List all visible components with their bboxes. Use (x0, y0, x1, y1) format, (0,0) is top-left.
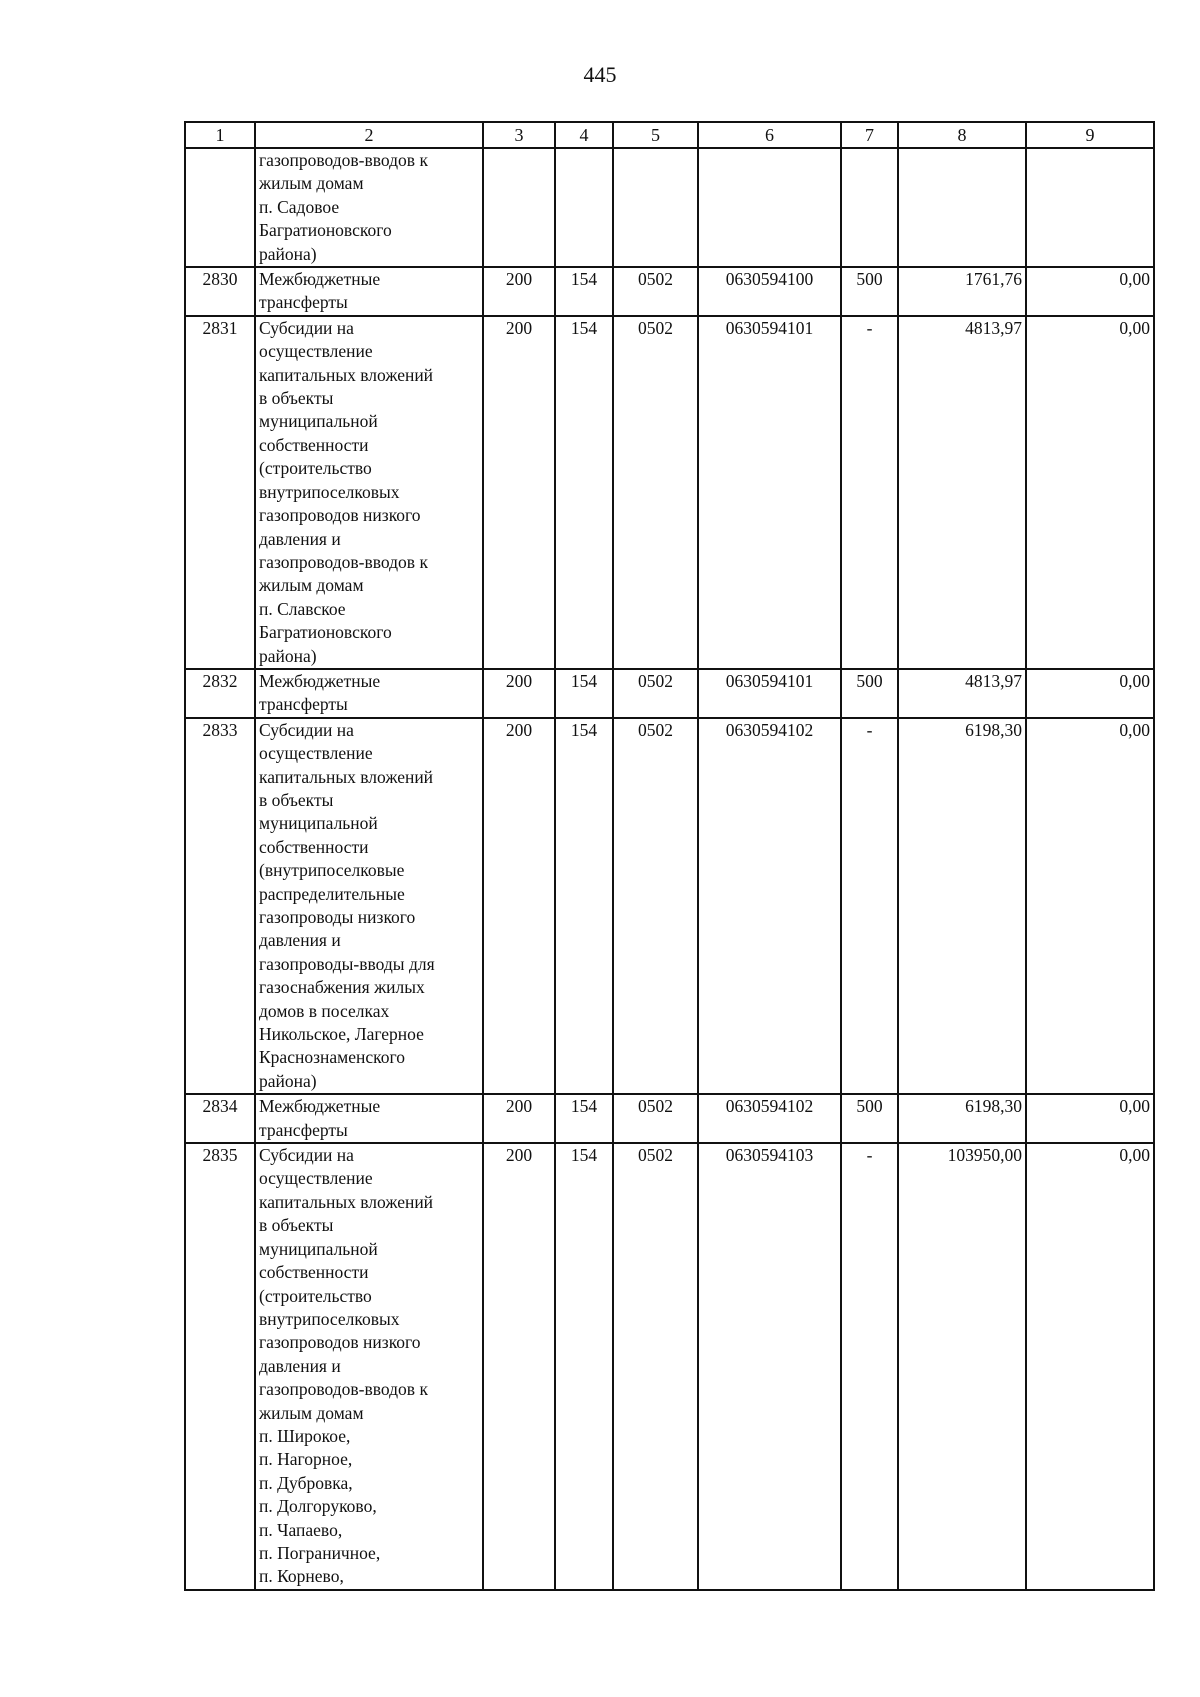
section-code-cell: 0502 (613, 718, 698, 1095)
row-number-cell: 2833 (185, 718, 255, 1095)
amount-cell-2: 0,00 (1026, 316, 1154, 669)
description-line: газопроводов-вводов к (259, 1379, 428, 1400)
column-header-7: 7 (841, 122, 898, 148)
description-line: давления и (259, 528, 341, 549)
row-number-cell (185, 148, 255, 267)
description-line: (внутрипоселковые (259, 860, 405, 881)
description-line: давления и (259, 930, 341, 951)
description-line: трансферты (259, 292, 348, 313)
description-line: п. Пограничное, (259, 1542, 381, 1563)
code-cell-3: 200 (483, 316, 555, 669)
amount-cell-2: 0,00 (1026, 669, 1154, 718)
description-line: Межбюджетные (259, 670, 381, 691)
code-cell-4: 154 (555, 718, 613, 1095)
target-article-cell: 0630594102 (698, 1094, 841, 1143)
description-line: газопроводы низкого (259, 907, 416, 927)
description-cell (255, 1143, 483, 1590)
description-line: района) (259, 243, 317, 264)
description-cell (255, 267, 483, 316)
amount-cell: 6198,30 (898, 1094, 1026, 1143)
page-number: 445 (583, 62, 617, 87)
target-article-cell: 0630594103 (698, 1143, 841, 1590)
description-line: капитальных вложений (259, 364, 434, 385)
description-line: п. Садовое (259, 196, 340, 217)
description-line: осуществление (259, 341, 373, 362)
row-number-cell: 2832 (185, 669, 255, 718)
code-cell-4: 154 (555, 316, 613, 669)
description-line: газопроводов-вводов к (259, 551, 428, 572)
description-line: Межбюджетные (259, 269, 381, 290)
description-line: жилым домам (259, 575, 364, 596)
description-line: в объекты (259, 388, 334, 409)
budget-table (184, 121, 1155, 1591)
section-code-cell: 0502 (613, 669, 698, 718)
description-line: Никольское, Лагерное (259, 1024, 424, 1045)
table-body (185, 148, 1154, 1590)
table-row (185, 1143, 1154, 1590)
table-row (185, 148, 1154, 267)
description-cell (255, 1094, 483, 1143)
table-header-row (185, 122, 1154, 148)
section-code-cell: 0502 (613, 1094, 698, 1143)
target-article-cell: 0630594101 (698, 669, 841, 718)
target-article-cell: 0630594101 (698, 316, 841, 669)
section-code-cell: 0502 (613, 1143, 698, 1590)
description-line: Субсидии на (259, 317, 354, 338)
description-line: района) (259, 1070, 317, 1091)
section-code-cell: 0502 (613, 267, 698, 316)
column-header-5: 5 (613, 122, 698, 148)
description-line: п. Широкое, (259, 1425, 351, 1446)
description-line: (строительство (259, 458, 372, 479)
target-article-cell: 0630594100 (698, 267, 841, 316)
expense-type-cell: - (841, 1143, 898, 1590)
description-line: внутрипоселковых (259, 1308, 400, 1329)
description-line: распределительные (259, 883, 405, 904)
target-article-cell (698, 148, 841, 267)
code-cell-4 (555, 148, 613, 267)
description-line: муниципальной (259, 411, 378, 432)
row-number-cell: 2835 (185, 1143, 255, 1590)
amount-cell: 4813,97 (898, 316, 1026, 669)
description-cell (255, 148, 483, 267)
amount-cell (898, 148, 1026, 267)
row-number-cell: 2831 (185, 316, 255, 669)
description-line: капитальных вложений (259, 766, 434, 787)
description-line: осуществление (259, 743, 373, 764)
description-line: п. Корнево, (259, 1566, 344, 1587)
description-line: п. Нагорное, (259, 1449, 353, 1470)
description-line: газопроводов низкого (259, 505, 421, 526)
column-header-4: 4 (555, 122, 613, 148)
amount-cell: 1761,76 (898, 267, 1026, 316)
description-line: газоснабжения жилых (259, 977, 425, 998)
table-row (185, 267, 1154, 316)
column-header-9: 9 (1026, 122, 1154, 148)
code-cell-3: 200 (483, 1143, 555, 1590)
table-row (185, 1094, 1154, 1143)
row-number-cell: 2834 (185, 1094, 255, 1143)
code-cell-4: 154 (555, 1143, 613, 1590)
description-line: газопроводов-вводов к (259, 150, 428, 170)
description-line: п. Дубровка, (259, 1472, 353, 1493)
description-line: газопроводы-вводы для (259, 953, 435, 974)
expense-type-cell: 500 (841, 267, 898, 316)
target-article-cell: 0630594102 (698, 718, 841, 1095)
code-cell-3: 200 (483, 1094, 555, 1143)
amount-cell-2 (1026, 148, 1154, 267)
code-cell-3: 200 (483, 718, 555, 1095)
description-line: Субсидии на (259, 719, 354, 740)
row-number-cell: 2830 (185, 267, 255, 316)
description-line: газопроводов низкого (259, 1332, 421, 1353)
amount-cell-2: 0,00 (1026, 718, 1154, 1095)
table-row (185, 316, 1154, 669)
section-code-cell (613, 148, 698, 267)
description-line: Краснознаменского (259, 1047, 405, 1068)
column-header-6: 6 (698, 122, 841, 148)
code-cell-4: 154 (555, 669, 613, 718)
description-line: жилым домам (259, 1402, 364, 1423)
description-line: Субсидии на (259, 1145, 354, 1166)
description-line: муниципальной (259, 1238, 378, 1259)
description-line: трансферты (259, 694, 348, 715)
description-line: п. Долгоруково, (259, 1496, 377, 1517)
description-line: района) (259, 645, 317, 666)
amount-cell: 6198,30 (898, 718, 1026, 1095)
description-line: п. Чапаево, (259, 1519, 343, 1540)
code-cell-4: 154 (555, 267, 613, 316)
description-line: жилым домам (259, 173, 364, 194)
expense-type-cell: - (841, 316, 898, 669)
description-line: давления и (259, 1355, 341, 1376)
amount-cell-2: 0,00 (1026, 267, 1154, 316)
description-line: муниципальной (259, 813, 378, 834)
amount-cell: 4813,97 (898, 669, 1026, 718)
description-line: собственности (259, 836, 369, 857)
description-line: капитальных вложений (259, 1191, 434, 1212)
code-cell-3: 200 (483, 267, 555, 316)
amount-cell-2: 0,00 (1026, 1094, 1154, 1143)
description-line: в объекты (259, 789, 334, 810)
description-cell (255, 718, 483, 1095)
column-header-3: 3 (483, 122, 555, 148)
expense-type-cell (841, 148, 898, 267)
description-cell (255, 669, 483, 718)
expense-type-cell: - (841, 718, 898, 1095)
column-header-1: 1 (185, 122, 255, 148)
description-line: домов в поселках (259, 1000, 390, 1021)
description-line: трансферты (259, 1119, 348, 1140)
description-line: Межбюджетные (259, 1096, 381, 1117)
description-line: внутрипоселковых (259, 481, 400, 502)
amount-cell: 103950,00 (898, 1143, 1026, 1590)
code-cell-3 (483, 148, 555, 267)
description-line: Багратионовского (259, 622, 392, 643)
expense-type-cell: 500 (841, 669, 898, 718)
description-line: собственности (259, 434, 369, 455)
column-header-8: 8 (898, 122, 1026, 148)
expense-type-cell: 500 (841, 1094, 898, 1143)
description-line: собственности (259, 1262, 369, 1283)
code-cell-4: 154 (555, 1094, 613, 1143)
table-row (185, 669, 1154, 718)
description-line: (строительство (259, 1285, 372, 1306)
amount-cell-2: 0,00 (1026, 1143, 1154, 1590)
column-header-2: 2 (255, 122, 483, 148)
section-code-cell: 0502 (613, 316, 698, 669)
table-row (185, 718, 1154, 1095)
description-line: п. Славское (259, 598, 346, 619)
description-line: в объекты (259, 1215, 334, 1236)
description-cell (255, 316, 483, 669)
code-cell-3: 200 (483, 669, 555, 718)
description-line: осуществление (259, 1168, 373, 1189)
description-line: Багратионовского (259, 220, 392, 241)
